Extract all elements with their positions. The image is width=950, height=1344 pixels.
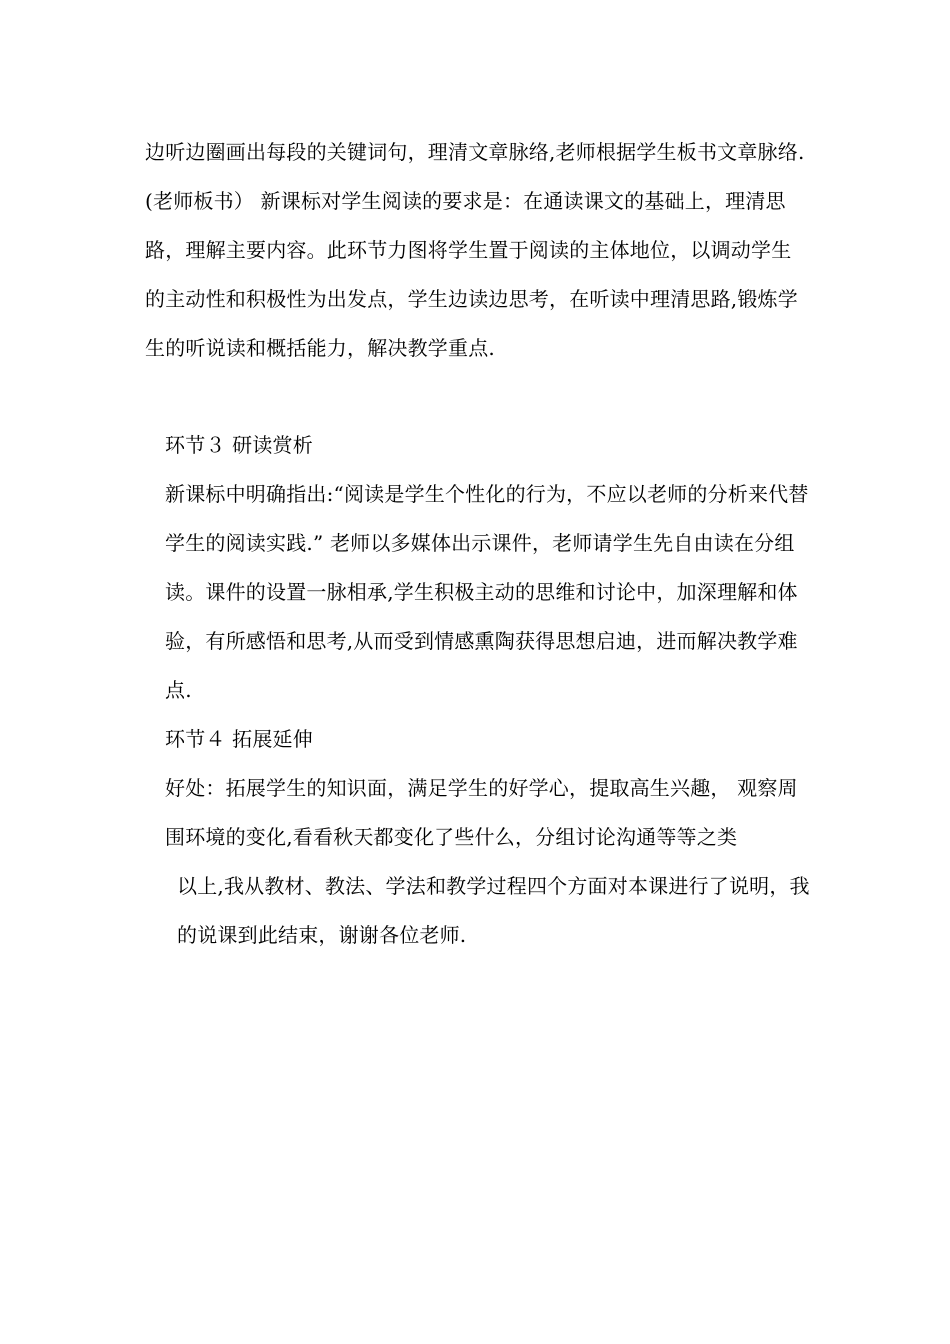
document-body — [145, 128, 810, 960]
paragraph-study-appreciation: 新课标中明确指出:“阅读是学生个性化的行为，不应以老师的分析来代替学生的阅读实践.” 老师以多媒体出示课件，老师请学生先自由读在分组读。课件的设置一脉相承,学生积极主动的思维和讨论中，加深理解和体验，有所感悟和思考,从而受到情感熏陶获得思想启迪，进而解决教学难点. — [165, 482, 809, 702]
section-spacer — [145, 373, 810, 421]
section-heading-4: 环节４ 拓展延伸 — [165, 727, 313, 751]
section-heading-3: 环节３ 研读赏析 — [165, 433, 313, 457]
paragraph-extension-benefits: 好处：拓展学生的知识面，满足学生的好学心，提取高生兴趣， 观察周围环境的变化,看看秋天都变化了些什么，分组讨论沟通等等之类 — [165, 776, 798, 849]
paragraph-reading-analysis: 边听边圈画出每段的关键词句，理清文章脉络,老师根据学生板书文章脉络.(老师板书） 新课标对学生阅读的要求是：在通读课文的基础上，理清思路，理解主要内容。此环节力图将学生置于阅读的主体地位，以调动学生的主动性和积极性为出发点，学生边读边思考，在听读中理清思路,锻炼学生的听说读和概括能力，解决教学重点. — [145, 140, 805, 360]
paragraph-conclusion: 以上,我从教材、教法、学法和教学过程四个方面对本课进行了说明，我的说课到此结束，谢谢各位老师. — [177, 874, 810, 947]
